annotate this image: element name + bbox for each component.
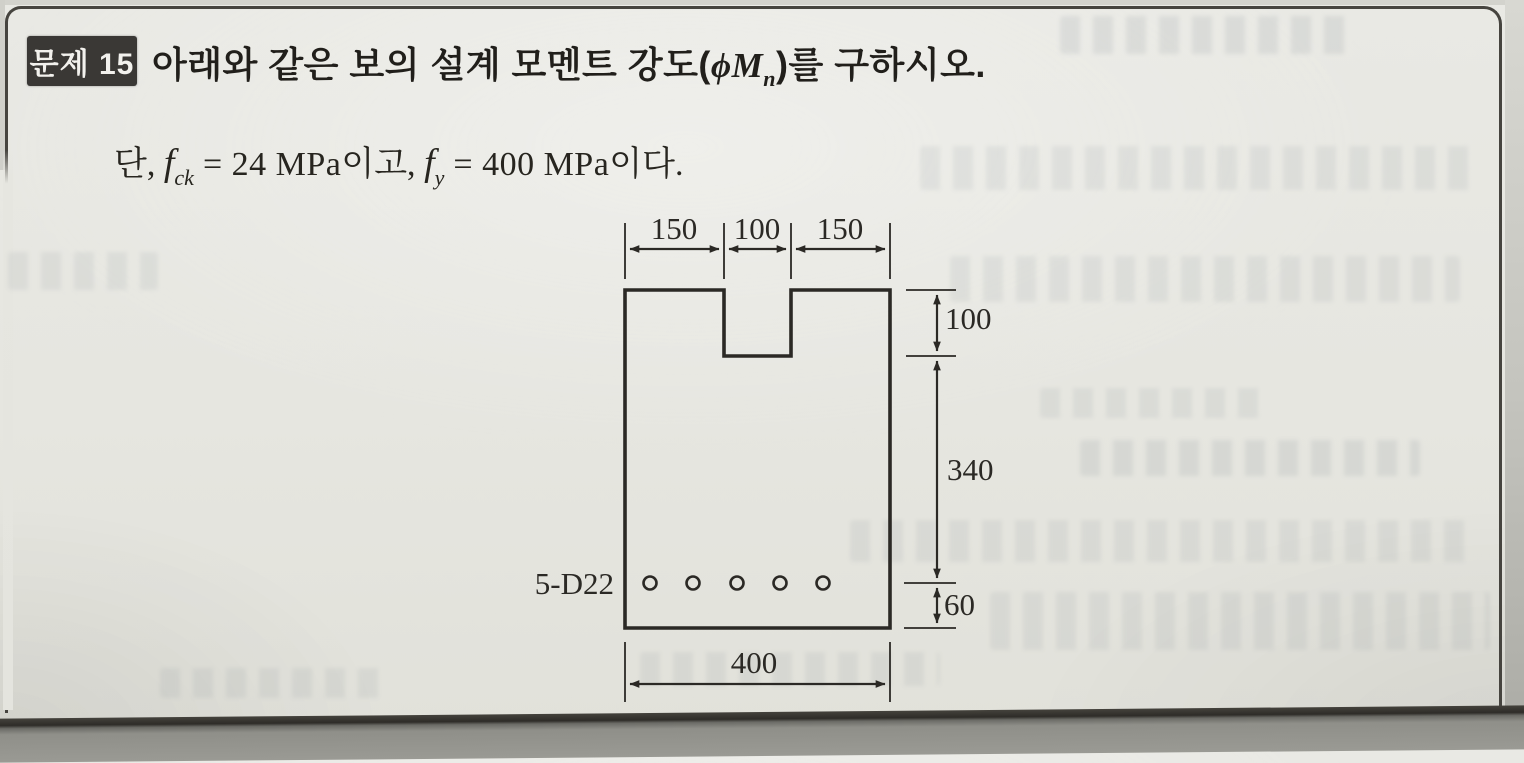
moment-variable: M (731, 46, 764, 85)
condition-join: 이고, (341, 146, 425, 183)
rebar-circle (687, 577, 700, 590)
dim-label-top-right: 150 (816, 211, 864, 246)
moment-subscript: n (763, 66, 777, 91)
dim-label-total-width: 400 (730, 645, 778, 680)
dim-label-notch-depth: 100 (945, 301, 992, 336)
rebar-circle (817, 577, 830, 590)
beam-outline (625, 290, 890, 628)
fck-subscript: ck (174, 165, 194, 190)
page-bottom-edge-band (0, 705, 1524, 763)
left-border-fade (3, 150, 13, 710)
condition-tail: 이다. (609, 146, 684, 183)
dim-label-top-left: 150 (650, 211, 698, 246)
dim-label-top-middle: 100 (733, 211, 781, 246)
photo-right-edge (1505, 0, 1524, 714)
phi-symbol: ϕ (710, 46, 732, 85)
rebar-circle (644, 577, 657, 590)
rebar-label: 5-D22 (534, 566, 614, 601)
fck-variable: f (163, 142, 175, 184)
title-text-suffix: )를 구하시오. (776, 44, 986, 85)
condition-line (114, 136, 684, 194)
beam-cross-section-diagram (440, 195, 1020, 715)
photo-top-edge (0, 0, 1524, 5)
title-text-prefix: 아래와 같은 보의 설계 모멘트 강도( (152, 44, 711, 85)
fy-variable: f (424, 142, 435, 184)
condition-lead: 단, (114, 146, 164, 183)
rebar-circle (774, 577, 787, 590)
rebar-group (644, 577, 830, 590)
fck-value: = 24 MPa (193, 146, 342, 183)
dim-label-side-height: 340 (947, 452, 994, 487)
fy-value: = 400 MPa (444, 146, 610, 183)
fy-subscript: y (434, 165, 445, 190)
rebar-circle (731, 577, 744, 590)
problem-number-badge (27, 36, 137, 86)
problem-title (152, 40, 986, 92)
problem-number-label: 문제 15 (29, 48, 135, 81)
dim-label-bottom-cover: 60 (944, 587, 975, 622)
